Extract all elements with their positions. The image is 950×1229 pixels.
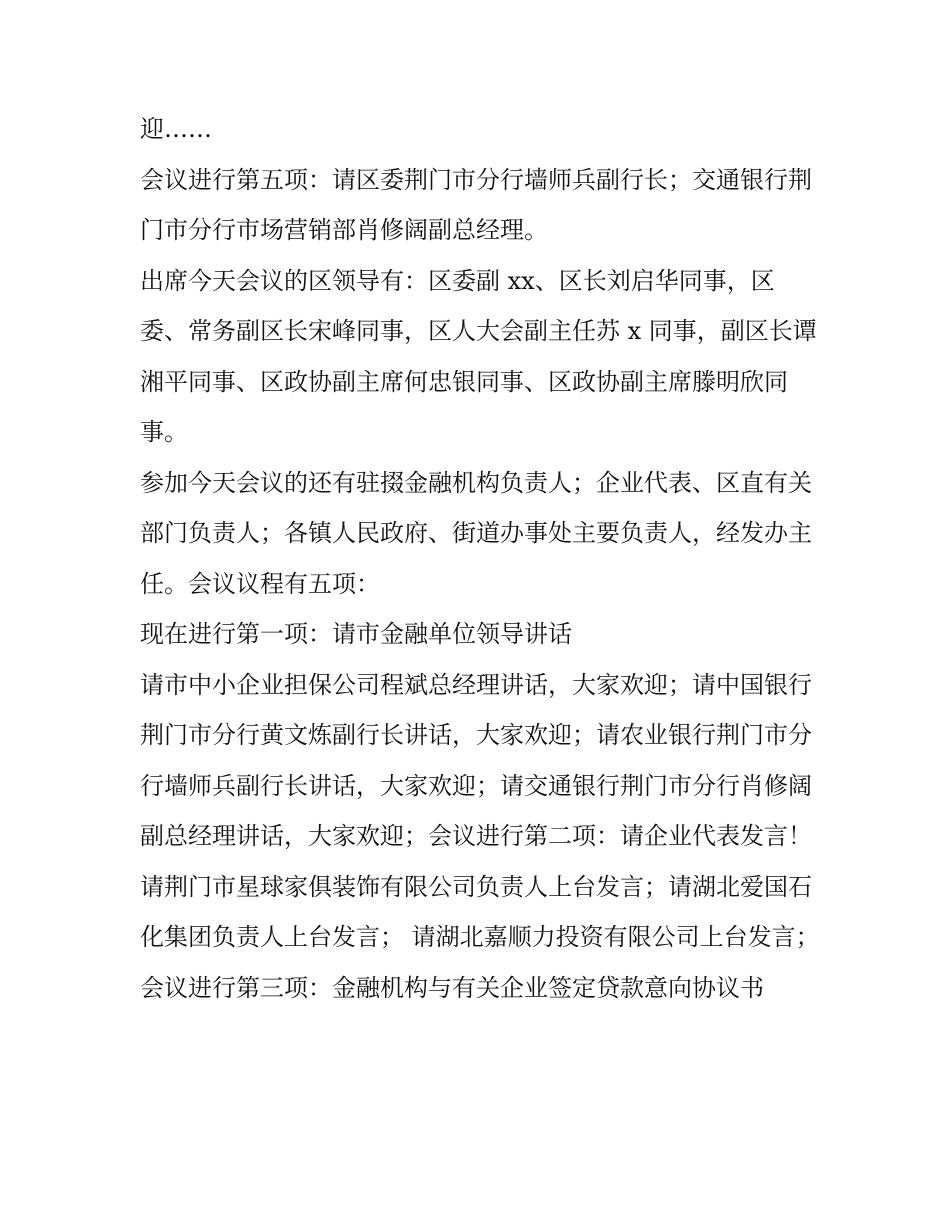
paragraph-bank-speeches: 请市中小企业担保公司程斌总经理讲话，大家欢迎；请中国银行荆门市分行黄文炼副行长讲话，大家欢迎；请农业银行荆门市分行墙师兵副行长讲话，大家欢迎；请交通银行荆门市分行肖修阔副总经理讲话，大家欢迎；会议进行第二项：请企业代表发言！ [140,670,812,850]
paragraph-agenda-item-one: 现在进行第一项：请市金融单位领导讲话 [140,620,572,648]
paragraph-other-attendees: 参加今天会议的还有驻掇金融机构负责人；企业代表、区直有关部门负责人；各镇人民政府、街道办事处主要负责人，经发办主任。会议议程有五项： [140,468,812,598]
paragraph-welcome-end: 迎…… [140,115,212,143]
paragraph-attending-leaders: 出席今天会议的区领导有：区委副 xx、区长刘启华同事，区委、常务副区长宋峰同事，区人大会副主任苏 x 同事，副区长谭湘平同事、区政协副主席何忠银同事、区政协副主席滕明欣同事。 [140,266,817,446]
document-body [140,104,820,1013]
paragraph-enterprise-speeches: 请荆门市星球家俱装饰有限公司负责人上台发言；请湖北爱国石化集团负责人上台发言； 请湖北嘉顺力投资有限公司上台发言； [140,872,820,951]
paragraph-agenda-item-three: 会议进行第三项：金融机构与有关企业签定贷款意向协议书 [140,973,764,1002]
paragraph-agenda-item-five: 会议进行第五项：请区委荆门市分行墙师兵副行长；交通银行荆门市分行市场营销部肖修阔副总经理。 [140,165,812,244]
